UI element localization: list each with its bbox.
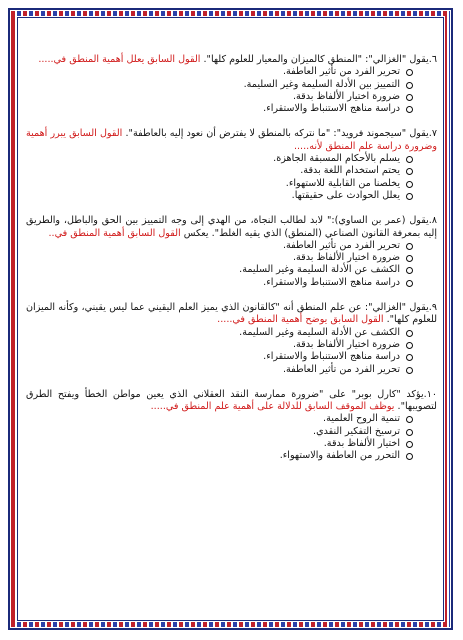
circle-bullet-icon	[406, 168, 413, 175]
question-block	[26, 389, 437, 463]
option-label: ترسيخ التفكير النقدي.	[313, 425, 400, 437]
option-item	[26, 178, 413, 190]
option-label: ضرورة اختيار الألفاظ بدقة.	[292, 338, 400, 350]
circle-bullet-icon	[406, 267, 413, 274]
question-highlight: القول السابق يوضح أهمية المنطق في.....	[217, 314, 384, 326]
option-label: التحرر من العاطفة والاستهواء.	[279, 450, 400, 462]
options-list	[26, 327, 437, 376]
option-item	[26, 450, 413, 462]
circle-bullet-icon	[406, 416, 413, 423]
question-number: ٨	[431, 215, 437, 227]
option-item	[26, 413, 413, 425]
option-label: يخلصنا من القابلية للاستهواء.	[285, 177, 400, 189]
option-label: التمييز بين الأدلة السليمة وغير السليمة.	[243, 78, 400, 90]
question-number-separator: .	[428, 54, 432, 65]
circle-bullet-icon	[406, 193, 413, 200]
circle-bullet-icon	[406, 69, 413, 76]
option-label: الكشف عن الأدلة السليمة وغير السليمة.	[239, 326, 400, 338]
options-list	[26, 240, 437, 289]
question-block	[26, 54, 437, 115]
question-number: ٦	[431, 54, 437, 65]
question-block	[26, 302, 437, 376]
option-label: يحتم استخدام اللغة بدقة.	[300, 165, 400, 177]
circle-bullet-icon	[406, 342, 413, 349]
question-number-separator: .	[428, 302, 432, 314]
question-number-separator: .	[423, 388, 427, 400]
option-item	[26, 264, 413, 276]
option-label: اختيار الألفاظ بدقة.	[323, 438, 400, 450]
circle-bullet-icon	[406, 354, 413, 361]
circle-bullet-icon	[406, 441, 413, 448]
circle-bullet-icon	[406, 255, 413, 262]
option-label: تنمية الروح العلمية.	[323, 413, 400, 425]
circle-bullet-icon	[406, 280, 413, 287]
question-number: ٧	[431, 128, 437, 140]
circle-bullet-icon	[406, 429, 413, 436]
option-item	[26, 327, 413, 339]
option-item	[26, 79, 413, 91]
circle-bullet-icon	[406, 367, 413, 374]
circle-bullet-icon	[406, 453, 413, 460]
question-number-separator: .	[428, 128, 432, 140]
option-item	[26, 240, 413, 252]
option-item	[26, 165, 413, 177]
question-stem	[26, 128, 437, 153]
option-item	[26, 190, 413, 202]
option-label: ضرورة اختيار الألفاظ بدقة.	[292, 252, 400, 264]
option-label: الكشف عن الأدلة السليمة وغير السليمة.	[239, 264, 400, 276]
question-highlight: يوظف الموقف السابق للدلالة على أهمية علم المنطق في.....	[150, 401, 395, 413]
question-number-separator: .	[428, 215, 432, 227]
options-list	[26, 413, 437, 462]
question-stem	[26, 389, 437, 414]
option-item	[26, 426, 413, 438]
circle-bullet-icon	[406, 106, 413, 113]
question-highlight: القول السابق يعلل أهمية المنطق في.....	[38, 54, 201, 65]
circle-bullet-icon	[406, 82, 413, 89]
question-text: يقول "الغزالي": "المنطق كالميزان والمعيار للعلوم كلها".	[200, 54, 429, 65]
option-label: يسلم بالأحكام المسبقة الجاهزة.	[273, 153, 400, 165]
question-block	[26, 128, 437, 202]
option-item	[26, 91, 413, 103]
option-item	[26, 103, 413, 115]
question-highlight: القول السابق أهمية المنطق في..	[48, 227, 181, 239]
question-stem	[26, 215, 437, 240]
option-label: تحرير الفرد من تأثير العاطفة.	[282, 239, 400, 251]
option-label: دراسة مناهج الاستنباط والاستقراء.	[263, 103, 400, 115]
circle-bullet-icon	[406, 181, 413, 188]
option-item	[26, 277, 413, 289]
option-item	[26, 153, 413, 165]
question-text: يؤكد "كارل بوبر" على "ضرورة ممارسة النقد العقلاني الذي يعين مواطن الخطأ ويفتح الطرق لتصويبها".	[26, 388, 437, 413]
options-list	[26, 66, 437, 115]
circle-bullet-icon	[406, 94, 413, 101]
options-list	[26, 153, 437, 202]
option-label: ضرورة اختيار الألفاظ بدقة.	[292, 90, 400, 102]
question-block	[26, 215, 437, 289]
question-text: يقول (عمر بن الساوي):" لابد لطالب النجاة، من الهدي إلى وجه التمييز بين الحق والباطل، والطريق إليه بمعرفة القانون الصناعي (المنطق) الذي يقيه الغلط". يعكس	[26, 215, 437, 239]
option-item	[26, 339, 413, 351]
option-item	[26, 351, 413, 363]
circle-bullet-icon	[406, 330, 413, 337]
question-stem	[26, 54, 437, 66]
option-label: دراسة مناهج الاستنباط والاستقراء.	[263, 351, 400, 363]
option-item	[26, 66, 413, 78]
circle-bullet-icon	[406, 156, 413, 163]
option-label: دراسة مناهج الاستنباط والاستقراء.	[263, 276, 400, 288]
option-label: تحرير الفرد من تأثير العاطفة.	[282, 363, 400, 375]
question-stem	[26, 302, 437, 327]
option-item	[26, 364, 413, 376]
questions-list	[26, 54, 437, 476]
option-item	[26, 438, 413, 450]
circle-bullet-icon	[406, 243, 413, 250]
question-text: يقول "الغزالي": عن علم المنطق أنه "كالقانون الذي يميز العلم اليقيني عما ليس يقيني، وكأنه الميزان للعلوم كلها".	[26, 302, 437, 326]
question-text: يقول "سيجموند فرويد": "ما نتركه بالمنطق لا يفترض أن نعود إليه بالعاطفة".	[122, 128, 429, 140]
option-label: يعلل الحوادث على حقيقتها.	[291, 189, 400, 201]
option-item	[26, 252, 413, 264]
option-label: تحرير الفرد من تأثير العاطفة.	[282, 66, 400, 78]
question-highlight: القول السابق يبرر أهمية وضرورة دراسة علم المنطق لأنه.....	[26, 128, 437, 152]
question-number: ١٠	[426, 388, 437, 400]
question-number: ٩	[431, 302, 437, 314]
